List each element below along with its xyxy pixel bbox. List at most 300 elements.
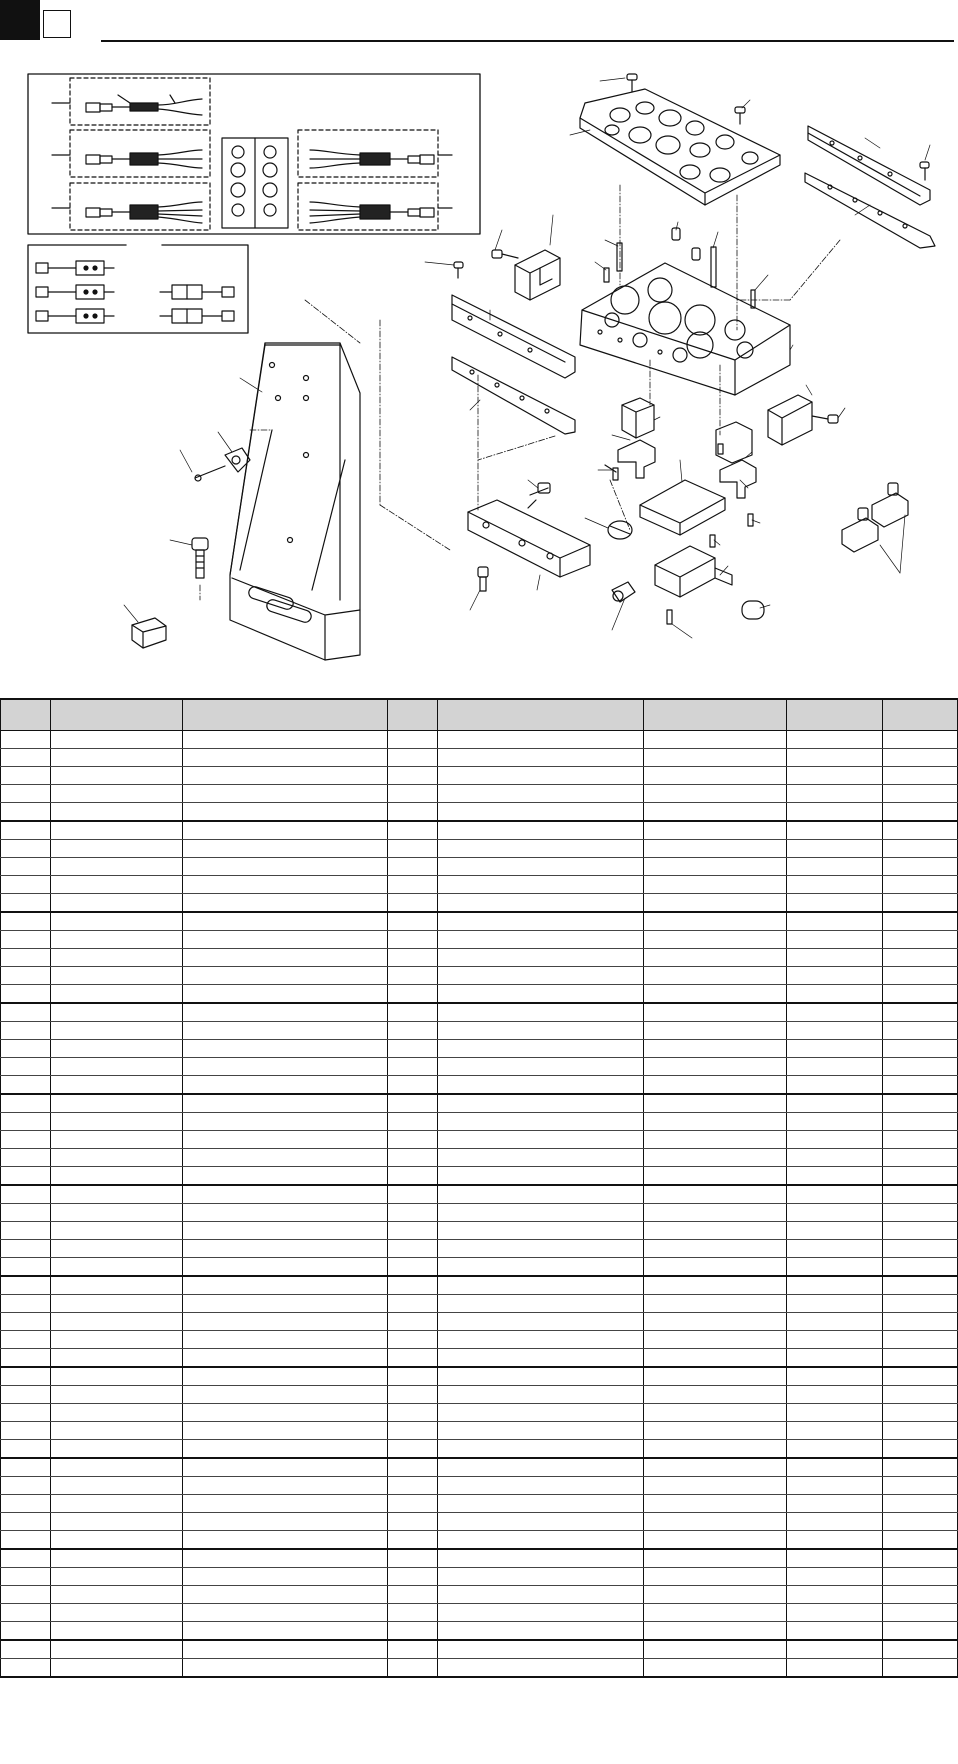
table-cell xyxy=(438,1313,643,1331)
table-cell xyxy=(438,1477,643,1495)
table-cell xyxy=(786,1076,882,1095)
table-cell xyxy=(51,858,183,876)
flow-controls xyxy=(842,483,908,552)
table-cell xyxy=(882,1477,957,1495)
table-cell xyxy=(786,1113,882,1131)
table-cell xyxy=(183,1440,388,1459)
table-cell xyxy=(183,1113,388,1131)
table-cell xyxy=(1,1495,51,1513)
table-cell xyxy=(882,1640,957,1659)
table-cell xyxy=(643,1440,786,1459)
table-cell xyxy=(643,1640,786,1659)
table-cell xyxy=(388,1295,438,1313)
table-cell xyxy=(1,1131,51,1149)
table-row xyxy=(1,1331,958,1349)
table-cell xyxy=(388,1422,438,1440)
table-cell xyxy=(183,1477,388,1495)
exploded-parts-diagram xyxy=(0,0,958,680)
table-cell xyxy=(388,1367,438,1386)
table-cell xyxy=(438,1386,643,1404)
table-cell xyxy=(183,1185,388,1204)
table-cell xyxy=(786,1313,882,1331)
table-row xyxy=(1,1404,958,1422)
table-cell xyxy=(183,785,388,803)
table-cell xyxy=(882,1458,957,1477)
table-cell xyxy=(882,1568,957,1586)
table-cell xyxy=(882,1549,957,1568)
table-row xyxy=(1,894,958,913)
table-cell xyxy=(388,1568,438,1586)
table-row xyxy=(1,1549,958,1568)
cable-assembly-5 xyxy=(310,202,434,223)
table-cell xyxy=(183,1349,388,1368)
table-cell xyxy=(786,1367,882,1386)
table-cell xyxy=(438,1113,643,1131)
table-cell xyxy=(882,1349,957,1368)
table-cell xyxy=(643,1568,786,1586)
table-cell xyxy=(51,1659,183,1678)
table-cell xyxy=(51,1622,183,1641)
table-cell xyxy=(51,1022,183,1040)
table-cell xyxy=(388,1549,438,1568)
table-row xyxy=(1,1204,958,1222)
table-cell xyxy=(1,731,51,749)
cable-assembly-4 xyxy=(310,150,434,168)
table-cell xyxy=(183,749,388,767)
table-cell xyxy=(786,1131,882,1149)
table-cell xyxy=(786,894,882,913)
table-cell xyxy=(388,1477,438,1495)
table-cell xyxy=(388,1495,438,1513)
table-cell xyxy=(51,767,183,785)
table-cell xyxy=(183,1149,388,1167)
table-cell xyxy=(643,1240,786,1258)
table-cell xyxy=(643,1659,786,1678)
table-cell xyxy=(388,1113,438,1131)
table-row xyxy=(1,821,958,840)
connector-inset xyxy=(28,245,248,333)
table-cell xyxy=(882,1404,957,1422)
table-cell xyxy=(388,912,438,931)
table-cell xyxy=(388,858,438,876)
table-cell xyxy=(1,1185,51,1204)
table-cell xyxy=(1,1167,51,1186)
table-cell xyxy=(388,1404,438,1422)
table-cell xyxy=(438,967,643,985)
table-cell xyxy=(643,1167,786,1186)
table-cell xyxy=(643,1386,786,1404)
table-cell xyxy=(643,1185,786,1204)
table-cell xyxy=(51,1094,183,1113)
table-cell xyxy=(438,931,643,949)
table-cell xyxy=(438,1149,643,1167)
table-row xyxy=(1,1185,958,1204)
table-cell xyxy=(388,840,438,858)
table-cell xyxy=(51,1276,183,1295)
table-cell xyxy=(786,1604,882,1622)
table-cell xyxy=(438,1495,643,1513)
table-cell xyxy=(438,1513,643,1531)
table-cell xyxy=(183,767,388,785)
table-cell xyxy=(882,1167,957,1186)
table-cell xyxy=(643,1149,786,1167)
table-cell xyxy=(786,1222,882,1240)
table-cell xyxy=(388,1185,438,1204)
table-cell xyxy=(786,1440,882,1459)
table-cell xyxy=(388,749,438,767)
cable-clamp xyxy=(195,448,250,481)
table-cell xyxy=(882,840,957,858)
table-cell xyxy=(1,1313,51,1331)
table-cell xyxy=(183,1495,388,1513)
table-cell xyxy=(882,1495,957,1513)
table-cell xyxy=(786,1640,882,1659)
table-cell xyxy=(183,894,388,913)
table-cell xyxy=(438,1058,643,1076)
table-cell xyxy=(51,1003,183,1022)
parts-table xyxy=(0,698,958,1678)
table-row xyxy=(1,1240,958,1258)
table-cell xyxy=(438,785,643,803)
table-cell xyxy=(786,749,882,767)
table-cell xyxy=(643,749,786,767)
table-cell xyxy=(1,1113,51,1131)
table-cell xyxy=(438,1367,643,1386)
table-cell xyxy=(388,1313,438,1331)
table-cell xyxy=(786,1404,882,1422)
harness-inset xyxy=(28,74,480,234)
col-header xyxy=(882,699,957,731)
bolt-crossbar-bottom xyxy=(478,567,488,591)
table-cell xyxy=(882,1058,957,1076)
table-cell xyxy=(643,840,786,858)
table-cell xyxy=(1,1622,51,1641)
table-row xyxy=(1,1495,958,1513)
table-cell xyxy=(1,1477,51,1495)
table-cell xyxy=(438,1040,643,1058)
table-cell xyxy=(786,1167,882,1186)
table-cell xyxy=(643,1531,786,1550)
table-cell xyxy=(643,1422,786,1440)
table-cell xyxy=(882,1659,957,1678)
table-cell xyxy=(388,1040,438,1058)
table-cell xyxy=(438,1167,643,1186)
table-cell xyxy=(51,1586,183,1604)
table-row xyxy=(1,1640,958,1659)
table-cell xyxy=(643,1458,786,1477)
table-cell xyxy=(1,1094,51,1113)
table-cell xyxy=(1,840,51,858)
table-cell xyxy=(183,803,388,822)
bolt-u-left xyxy=(492,250,518,258)
table-row xyxy=(1,1586,958,1604)
table-cell xyxy=(643,1331,786,1349)
table-cell xyxy=(183,1568,388,1586)
table-row xyxy=(1,1076,958,1095)
table-cell xyxy=(882,767,957,785)
table-cell xyxy=(1,949,51,967)
table-cell xyxy=(882,1185,957,1204)
table-row xyxy=(1,1113,958,1131)
table-cell xyxy=(643,1586,786,1604)
table-cell xyxy=(438,1276,643,1295)
table-cell xyxy=(183,912,388,931)
table-cell xyxy=(183,731,388,749)
table-cell xyxy=(51,1185,183,1204)
table-cell xyxy=(438,1640,643,1659)
mount-plate xyxy=(640,480,725,535)
table-row xyxy=(1,1222,958,1240)
socket-head-bolt-left xyxy=(192,538,208,578)
plate-screw-2 xyxy=(735,107,745,124)
table-cell xyxy=(1,1440,51,1459)
table-cell xyxy=(51,785,183,803)
table-cell xyxy=(51,840,183,858)
table-cell xyxy=(1,1604,51,1622)
table-cell xyxy=(51,1149,183,1167)
right-rail-lower xyxy=(805,173,935,248)
table-cell xyxy=(388,1440,438,1459)
table-cell xyxy=(1,1204,51,1222)
table-cell xyxy=(438,1295,643,1313)
table-cell xyxy=(51,1222,183,1240)
table-cell xyxy=(882,785,957,803)
table-row xyxy=(1,1058,958,1076)
table-cell xyxy=(438,858,643,876)
table-cell xyxy=(438,840,643,858)
table-cell xyxy=(438,1222,643,1240)
table-cell xyxy=(882,731,957,749)
table-cell xyxy=(438,1622,643,1641)
table-row xyxy=(1,1513,958,1531)
table-cell xyxy=(882,1513,957,1531)
table-row xyxy=(1,1022,958,1040)
table-cell xyxy=(51,1495,183,1513)
table-row xyxy=(1,1276,958,1295)
table-cell xyxy=(1,1549,51,1568)
table-cell xyxy=(1,1331,51,1349)
table-cell xyxy=(882,1604,957,1622)
table-cell xyxy=(51,1258,183,1277)
table-cell xyxy=(786,1586,882,1604)
table-cell xyxy=(51,1131,183,1149)
table-cell xyxy=(183,1549,388,1568)
table-row xyxy=(1,1440,958,1459)
table-row xyxy=(1,1313,958,1331)
table-cell xyxy=(183,1513,388,1531)
table-cell xyxy=(51,1367,183,1386)
table-cell xyxy=(388,876,438,894)
table-cell xyxy=(183,840,388,858)
table-cell xyxy=(882,1295,957,1313)
table-cell xyxy=(388,894,438,913)
table-cell xyxy=(786,1276,882,1295)
table-cell xyxy=(643,876,786,894)
table-cell xyxy=(51,1513,183,1531)
table-cell xyxy=(183,1276,388,1295)
table-row xyxy=(1,1604,958,1622)
table-cell xyxy=(643,1040,786,1058)
table-cell xyxy=(1,1513,51,1531)
table-cell xyxy=(1,1349,51,1368)
gripper-left xyxy=(618,440,655,478)
table-cell xyxy=(1,1149,51,1167)
table-cell xyxy=(51,1040,183,1058)
table-cell xyxy=(51,1386,183,1404)
table-cell xyxy=(388,949,438,967)
table-cell xyxy=(882,858,957,876)
table-row xyxy=(1,1003,958,1022)
table-cell xyxy=(643,1222,786,1240)
table-cell xyxy=(51,949,183,967)
parts-table-body xyxy=(1,731,958,1678)
table-cell xyxy=(388,1167,438,1186)
table-cell xyxy=(786,949,882,967)
table-cell xyxy=(51,1313,183,1331)
table-cell xyxy=(51,1458,183,1477)
air-cylinder xyxy=(655,546,764,619)
table-cell xyxy=(643,821,786,840)
col-header xyxy=(51,699,183,731)
table-cell xyxy=(51,803,183,822)
table-cell xyxy=(388,1204,438,1222)
table-cell xyxy=(183,1222,388,1240)
col-header xyxy=(643,699,786,731)
table-cell xyxy=(882,912,957,931)
table-cell xyxy=(786,985,882,1004)
table-cell xyxy=(388,731,438,749)
table-cell xyxy=(438,1258,643,1277)
table-cell xyxy=(51,1167,183,1186)
table-cell xyxy=(882,894,957,913)
table-cell xyxy=(438,1185,643,1204)
table-cell xyxy=(882,1531,957,1550)
table-cell xyxy=(882,1131,957,1149)
table-cell xyxy=(51,1076,183,1095)
table-cell xyxy=(786,1240,882,1258)
table-cell xyxy=(51,1349,183,1368)
table-cell xyxy=(1,1276,51,1295)
table-cell xyxy=(183,876,388,894)
table-row xyxy=(1,1531,958,1550)
rail-screw-right xyxy=(920,162,929,180)
table-cell xyxy=(183,1659,388,1678)
table-cell xyxy=(1,967,51,985)
table-cell xyxy=(183,1058,388,1076)
table-cell xyxy=(388,1659,438,1678)
table-cell xyxy=(183,1458,388,1477)
table-cell xyxy=(786,1477,882,1495)
table-cell xyxy=(183,931,388,949)
fitting-left xyxy=(608,521,632,539)
table-cell xyxy=(786,1040,882,1058)
table-cell xyxy=(183,1295,388,1313)
table-cell xyxy=(882,1113,957,1131)
table-cell xyxy=(183,985,388,1004)
table-cell xyxy=(643,949,786,967)
table-cell xyxy=(388,1331,438,1349)
table-cell xyxy=(438,731,643,749)
manifold-block xyxy=(580,263,790,395)
col-header xyxy=(786,699,882,731)
table-cell xyxy=(643,894,786,913)
table-cell xyxy=(438,876,643,894)
table-cell xyxy=(51,894,183,913)
table-cell xyxy=(388,1131,438,1149)
table-cell xyxy=(786,1659,882,1678)
table-cell xyxy=(51,1113,183,1131)
table-cell xyxy=(51,731,183,749)
table-cell xyxy=(388,1513,438,1531)
table-cell xyxy=(786,967,882,985)
table-cell xyxy=(51,1440,183,1459)
table-cell xyxy=(388,1586,438,1604)
table-row xyxy=(1,985,958,1004)
table-cell xyxy=(438,1094,643,1113)
table-cell xyxy=(388,821,438,840)
table-cell xyxy=(183,1531,388,1550)
table-cell xyxy=(388,1640,438,1659)
table-cell xyxy=(786,1568,882,1586)
table-cell xyxy=(388,1458,438,1477)
guide-block-right xyxy=(716,422,756,498)
table-row xyxy=(1,1422,958,1440)
table-cell xyxy=(1,1003,51,1022)
table-cell xyxy=(786,1386,882,1404)
table-cell xyxy=(786,1495,882,1513)
table-cell xyxy=(643,1113,786,1131)
table-cell xyxy=(438,803,643,822)
table-cell xyxy=(1,1058,51,1076)
table-cell xyxy=(183,949,388,967)
table-cell xyxy=(882,1222,957,1240)
table-cell xyxy=(183,1404,388,1422)
table-cell xyxy=(51,1404,183,1422)
table-cell xyxy=(786,1622,882,1641)
table-cell xyxy=(438,1549,643,1568)
table-cell xyxy=(438,1204,643,1222)
table-row xyxy=(1,1622,958,1641)
table-row xyxy=(1,1258,958,1277)
table-cell xyxy=(1,1422,51,1440)
table-cell xyxy=(786,803,882,822)
table-cell xyxy=(786,1549,882,1568)
table-cell xyxy=(786,1349,882,1368)
table-cell xyxy=(882,1022,957,1040)
table-cell xyxy=(51,1640,183,1659)
table-cell xyxy=(438,1659,643,1678)
table-cell xyxy=(388,1258,438,1277)
top-plate xyxy=(580,89,780,205)
table-row xyxy=(1,1659,958,1678)
upright-bracket xyxy=(230,343,360,660)
table-cell xyxy=(643,985,786,1004)
table-cell xyxy=(183,1422,388,1440)
table-row xyxy=(1,1295,958,1313)
table-cell xyxy=(388,1058,438,1076)
table-cell xyxy=(51,912,183,931)
table-row xyxy=(1,840,958,858)
table-cell xyxy=(51,876,183,894)
table-cell xyxy=(1,1222,51,1240)
table-cell xyxy=(882,803,957,822)
col-header xyxy=(1,699,51,731)
table-cell xyxy=(786,1022,882,1040)
table-cell xyxy=(388,1240,438,1258)
table-cell xyxy=(882,1149,957,1167)
table-cell xyxy=(51,1549,183,1568)
table-cell xyxy=(183,1331,388,1349)
